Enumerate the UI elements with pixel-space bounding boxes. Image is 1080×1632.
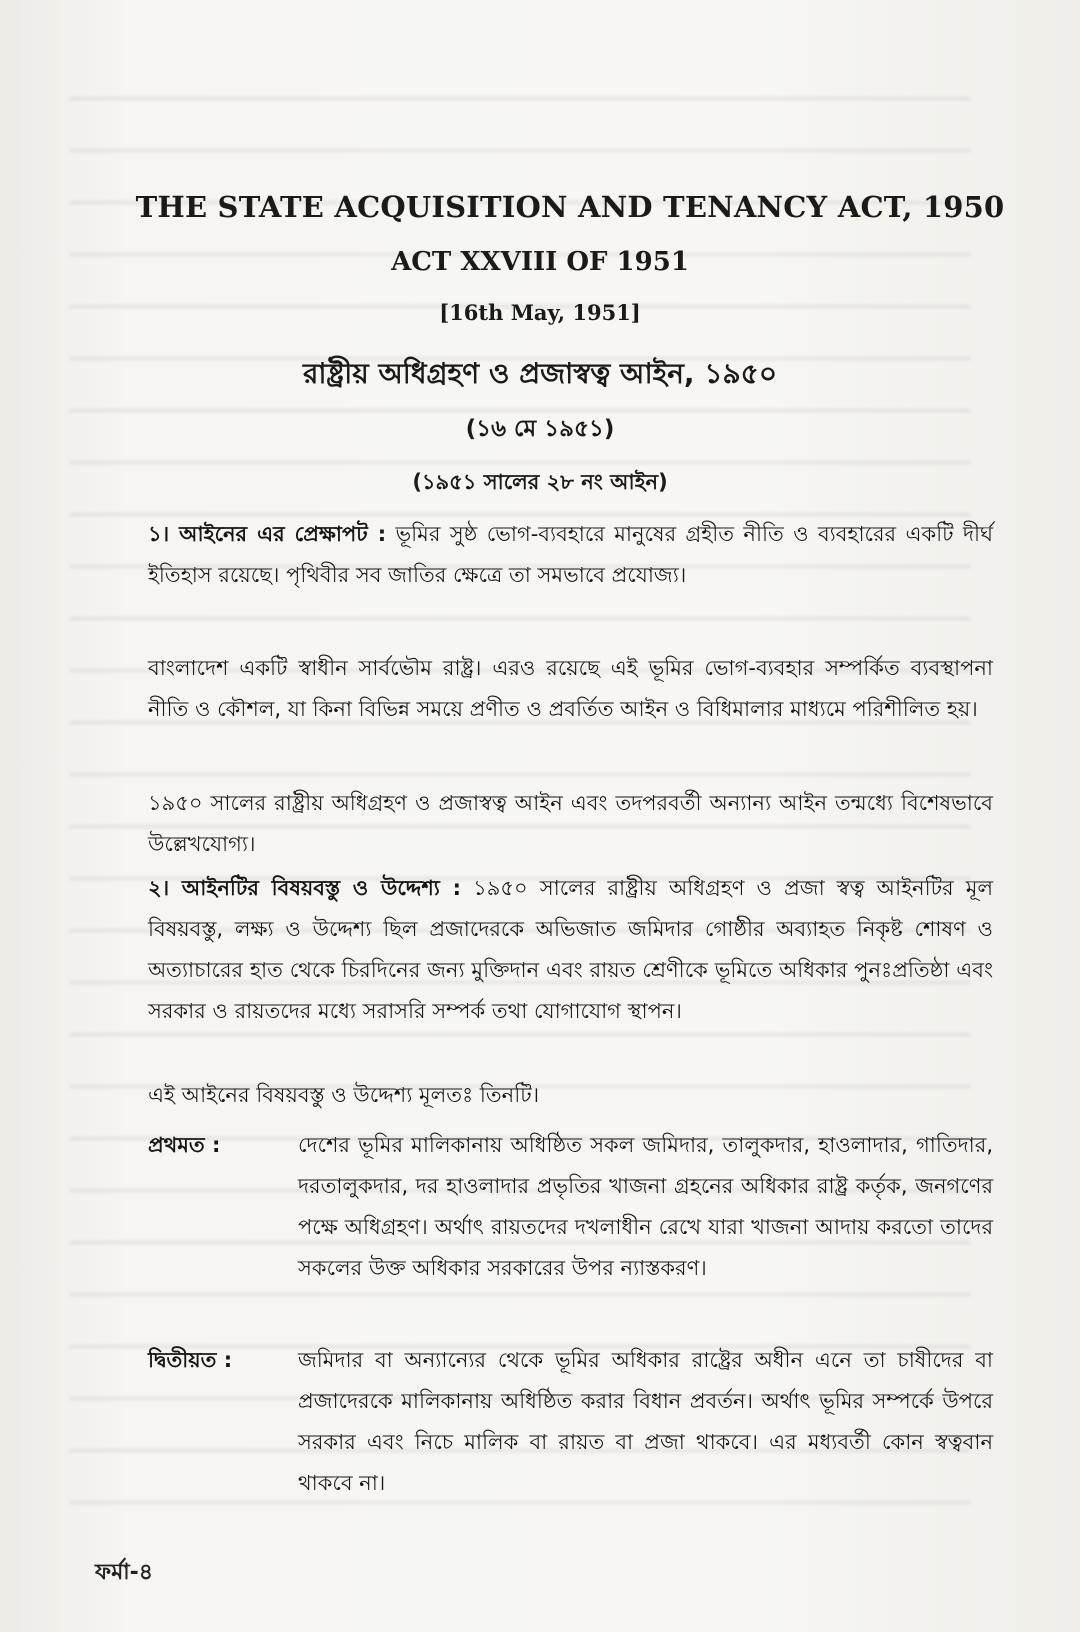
section-1-heading: ১। আইনের এর প্রেক্ষাপট : xyxy=(148,522,387,546)
forma-signature-mark: ফর্মা-৪ xyxy=(95,1560,154,1585)
section-1-text: ভূমির সুষ্ঠ ভোগ-ব্যবহারে মানুষের গ্রহীত নীতি ও ব্যবহারের একটি দীর্ঘ ইতিহাস রয়েছে। পৃথিবীর সব জাতির ক্ষেত্রে তা সমভাবে প্রযোজ্য। xyxy=(148,522,993,587)
paragraph-three-objectives: এই আইনের বিষয়বস্তু ও উদ্দেশ্য মূলতঃ তিনটি। xyxy=(148,1083,540,1107)
act-date-english: [16th May, 1951] xyxy=(439,300,641,325)
section-2-heading: ২। আইনটির বিষয়বস্তু ও উদ্দেশ্য : xyxy=(148,876,462,900)
list-item-text: দেশের ভূমির মালিকানায় অধিষ্ঠিত সকল জমিদার, তালুকদার, হাওলাদার, গাতিদার, দরতালুকদার, দর হাওলাদার প্রভৃতির খাজনা গ্রহনের অধিকার রাষ্ট্র কর্তৃক, জনগণের পক্ষে অধিগ্রহণ। অর্থাৎ রায়তদের দখলাধীন রেখে যারা খাজনা আদায় করতো তাদের সকলের উক্ত অধিকার সরকারের উপর ন্যাস্তকরণ। xyxy=(298,1133,993,1280)
section-2-text: ১৯৫০ সালের রাষ্ট্রীয় অধিগ্রহণ ও প্রজা স্বত্ব আইনটির মূল বিষয়বস্তু, লক্ষ্য ও উদ্দেশ্য ছিল প্রজাদেরকে অভিজাত জমিদার গোষ্ঠীর অব্যাহত নিকৃষ্ট শোষণ ও অত্যাচারের হাত থেকে চিরদিনের জন্য মুক্তিদান এবং রায়ত শ্রেণীকে ভূমিতে অধিকার পুনঃপ্রতিষ্ঠা এবং সরকার ও রায়তদের মধ্যে সরাসরি সম্পর্ক তথা যোগাযোগ স্থাপন। xyxy=(148,876,994,1023)
act-number-bengali: (১৯৫১ সালের ২৮ নং আইন) xyxy=(412,470,668,494)
list-item-label: প্রথমত : xyxy=(148,1133,221,1157)
paragraph-bangladesh: বাংলাদেশ একটি স্বাধীন সার্বভৌম রাষ্ট্র। এরও রয়েছে এই ভূমির ভোগ-ব্যবহার সম্পর্কিত ব্যবস্থাপনা নীতি ও কৌশল, যা কিনা বিভিন্ন সময়ে প্রণীত ও প্রবর্তিত আইন ও বিধিমালার মাধ্যমে পরিশীলিত হয়। xyxy=(148,656,993,721)
act-title-english: THE STATE ACQUISITION AND TENANCY ACT, 1950 xyxy=(135,190,1005,224)
section-1-paragraph xyxy=(148,514,993,596)
act-title-bengali: রাষ্ট্রীয় অধিগ্রহণ ও প্রজাস্বত্ব আইন, ১৯৫০ xyxy=(302,357,778,390)
list-item-label: দ্বিতীয়ত : xyxy=(148,1348,233,1372)
paragraph-1950-act: ১৯৫০ সালের রাষ্ট্রীয় অধিগ্রহণ ও প্রজাস্বত্ব আইন এবং তদপরবর্তী অন্যান্য আইন তন্মধ্যে বিশেষভাবে উল্লেখযোগ্য। xyxy=(148,791,993,856)
act-date-bengali: (১৬ মে ১৯৫১) xyxy=(465,416,615,442)
act-number-english: ACT XXVIII OF 1951 xyxy=(391,247,689,277)
section-2-paragraph xyxy=(148,868,993,1032)
list-item-text: জমিদার বা অন্যান্যের থেকে ভূমির অধিকার রাষ্ট্রের অধীন এনে তা চাষীদের বা প্রজাদেরকে মালিকানায় অধিষ্ঠিত করার বিধান প্রবর্তন। অর্থাৎ ভূমির সম্পর্কে উপরে সরকার এবং নিচে মালিক বা রায়ত বা প্রজা থাকবে। এর মধ্যবর্তী কোন স্বত্ববান থাকবে না। xyxy=(298,1348,993,1495)
